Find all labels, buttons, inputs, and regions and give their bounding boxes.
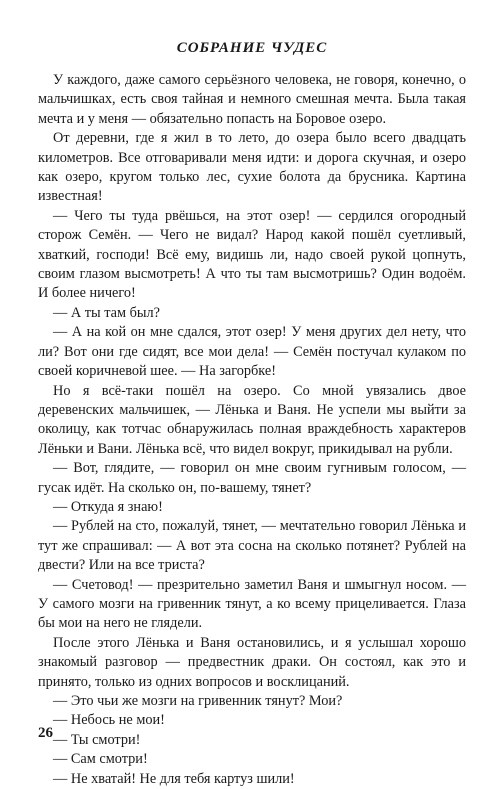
paragraph: — Ты смотри! <box>53 731 141 748</box>
book-page <box>38 40 466 789</box>
paragraph: После этого Лёнька и Ваня остановились, и я услышал хорошо знакомый разговор — предвестник драки. Он состоял, как это и принято, только из одних вопросов и восклицаний. <box>38 634 466 690</box>
page-number: 26 <box>38 725 53 741</box>
paragraph: — Рублей на сто, пожалуй, тянет, — мечтательно говорил Лёнька и тут же спрашивал: — А вот эта сосна на сколько потянет? Рублей на двести? Или на все триста? <box>38 518 466 574</box>
paragraph: У каждого, даже самого серьёзного человека, не говоря, конечно, о мальчишках, есть своя тайная и немного смешная мечта. Была такая мечта и у меня — обязательно попасть на Боровое озеро. <box>38 72 466 127</box>
paragraph: — Небось не мои! <box>53 712 165 729</box>
paragraph: — А на кой он мне сдался, этот озер! У меня других дел нету, что ли? Вот они где сидят, все мои дела! — Семён постучал кулаком по своей коричневой шее. — На загорбке! <box>38 324 466 380</box>
paragraph: — Откуда я знаю! <box>53 498 163 515</box>
body-text <box>38 71 466 789</box>
chapter-title: СОБРАНИЕ ЧУДЕС <box>176 40 328 56</box>
paragraph: Но я всё-таки пошёл на озеро. Со мной увязались двое деревенских мальчишек, — Лёнька и Ваня. Не успели мы выйти за околицу, как тотчас обнаружилась полная враждебность характеров Лёньки и Вани. Лёнька всё, что видел вокруг, прикидывал на рубли. <box>38 382 466 457</box>
paragraph: — Не хватай! Не для тебя картуз шили! <box>53 770 295 787</box>
paragraph: От деревни, где я жил в то лето, до озера было всего двадцать километров. Все отговаривали меня идти: и дорога скучная, и озеро как озеро, кругом только лес, сухие болота да брусника. Картина известная! <box>38 130 466 205</box>
paragraph: — А ты там был? <box>53 304 160 321</box>
paragraph: — Счетовод! — презрительно заметил Ваня и шмыгнул носом. — У самого мозги на гривенник тянут, а ко всему прицеливается. Глаза бы мои на него не глядели. <box>38 576 466 632</box>
paragraph: — Чего ты туда рвёшься, на этот озер! — сердился огородный сторож Семён. — Чего не видал? Народ какой пошёл суетливый, хваткий, господи! Всё ему, видишь ли, надо своей рукой цопнуть, своим глазом высмотреть! А что ты там высмотришь? Один водоём. И более ничего! <box>38 207 466 302</box>
paragraph: — Это чьи же мозги на гривенник тянут? Мои? <box>53 693 343 709</box>
paragraph: — Вот, глядите, — говорил он мне своим гугнивым голосом, — гусак идёт. На сколько он, по-вашему, тянет? <box>38 460 466 496</box>
paragraph: — Сам смотри! <box>53 751 148 768</box>
